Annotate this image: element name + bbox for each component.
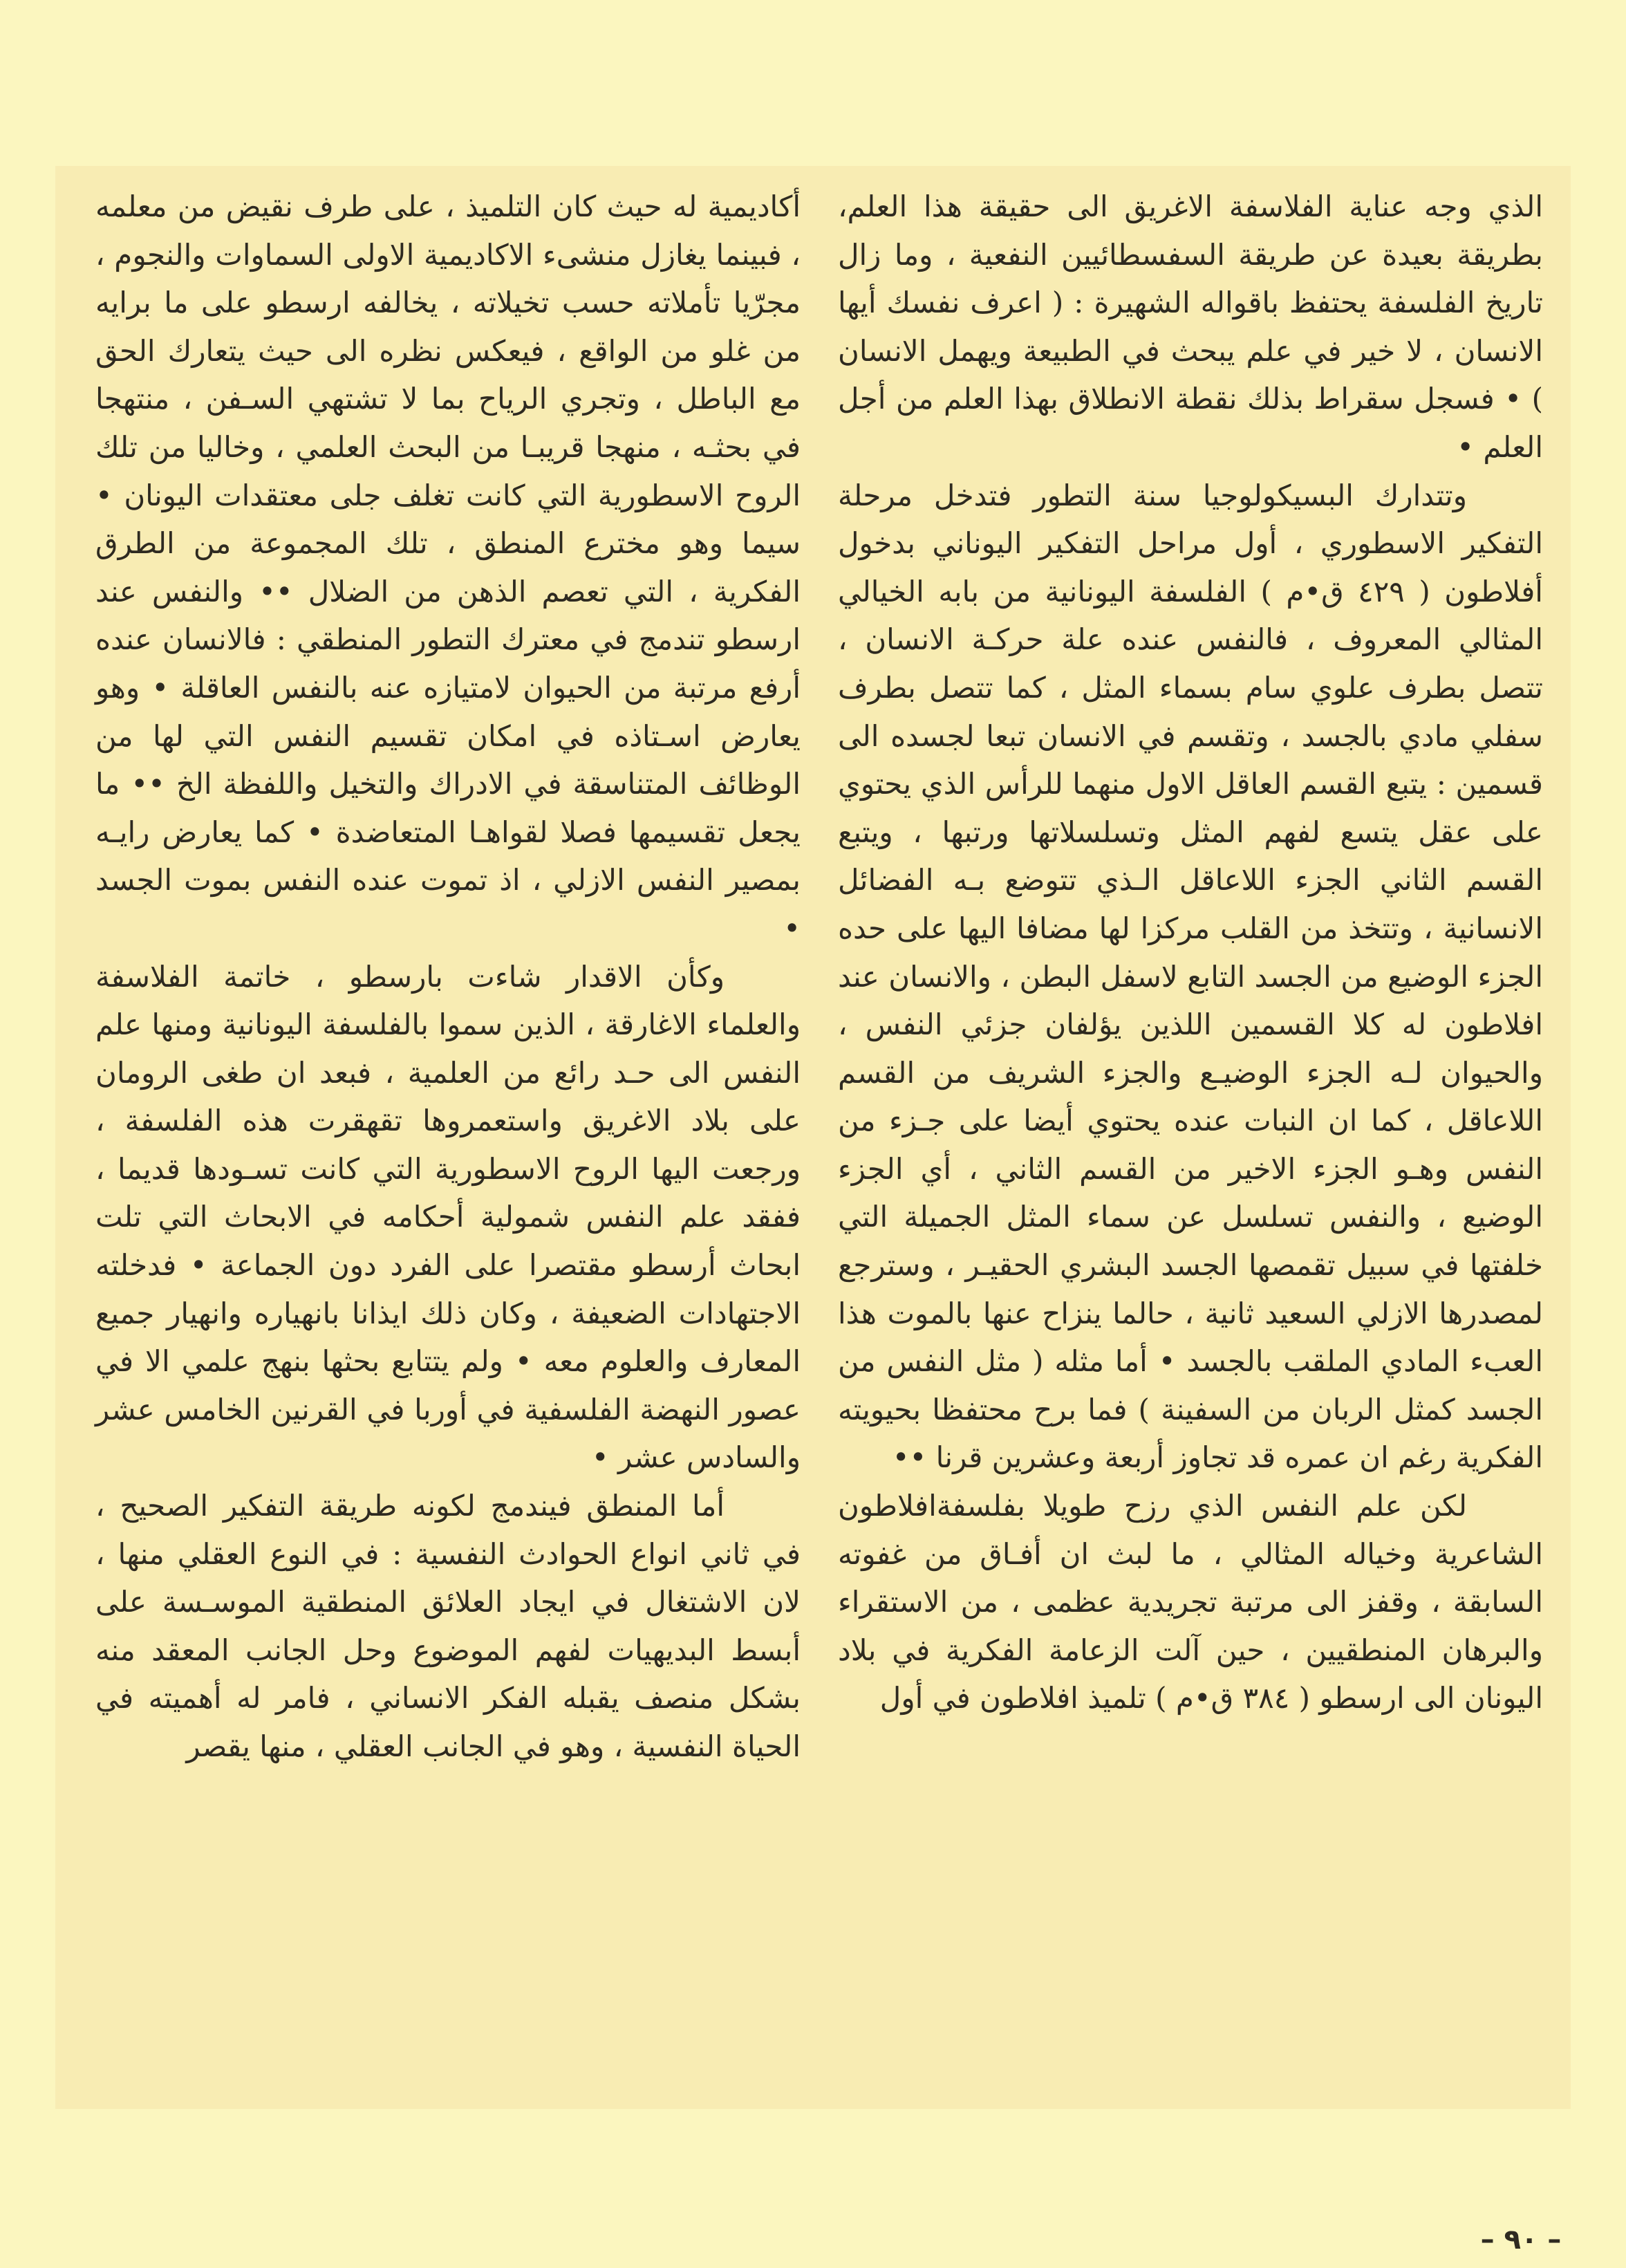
paragraph: وكأن الاقدار شاءت بارسطو ، خاتمة الفلاسفة والعلماء الاغارقة ، الذين سموا بالفلسفة اليونانية ومنها علم النفس الى حـد رائع من العلمية ، فبعد ان طغى الرومان على بلاد الاغريق واستعمروها تقهقرت هذه الفلسفة ، ورجعت اليها الروح الاسطورية التي كانت تسـودها قديما ، ففقد علم النفس شمولية أحكامه في الابحاث التي تلت ابحاث أرسطو مقتصرا على الفرد دون الجماعة • فدخلته الاجتهادات الضعيفة ، وكان ذلك ايذانا بانهياره وانهيار جميع المعارف والعلوم معه • ولم يتتابع بحثها بنهج علمي الا في عصور النهضة الفلسفية في أوربا في القرنين الخامس عشر والسادس عشر •	[95, 959, 801, 1475]
paragraph: أما المنطق فيندمج لكونه طريقة التفكير الصحيح ، في ثاني انواع الحوادث النفسية : في النوع العقلي منها ، لان الاشتغال في ايجاد العلائق المنطقية الموسـسة على أبسط البديهيات لفهم الموضوع وحل الجانب المعقد منه بشكل منصف يقبله الفكر الانساني ، فامر له أهميته في الحياة النفسية ، وهو في الجانب العقلي ، منها يقصر	[95, 1489, 801, 1763]
paragraph: أكاديمية له حيث كان التلميذ ، على طرف نقيض من معلمه ، فبينما يغازل منشىء الاكاديمية الاولى السماوات والنجوم ، مجرّيا تأملاته حسب تخيلاته ، يخالفه ارسطو على ما برايه من غلو من الواقع ، فيعكس نظره الى حيث يتعارك الحق مع الباطل ، وتجري الرياح بما لا تشتهي السـفن ، منتهجا في بحثـه ، منهجا قريبـا من البحث العلمي ، وخاليا من تلك الروح الاسطورية التي كانت تغلف جلى معتقدات اليونان • سيما وهو مخترع المنطق ، تلك المجموعة من الطرق الفكرية ، التي تعصم الذهن من الضلال •• والنفس عند ارسطو تندمج في معترك التطور المنطقي : فالانسان عنده أرفع مرتبة من الحيوان لامتيازه عنه بالنفس العاقلة • وهو يعارض اسـتاذه في امكان تقسيم النفس التي لها من الوظائف المتناسقة في الادراك والتخيل واللفظة الخ •• ما يجعل تقسيمها فصلا لقواهـا المتعاضدة • كما يعارض رايـه بمصير النفس الازلي ، اذ تموت عنده النفس بموت الجسد •	[95, 189, 801, 945]
paragraph: وتتدارك البسيكولوجيا سنة التطور فتدخل مرحلة التفكير الاسطوري ، أول مراحل التفكير اليوناني بدخول أفلاطون ( ٤٢٩ ق•م ) الفلسفة اليونانية من بابه الخيالي المثالي المعروف ، فالنفس عنده علة حركـة الانسان ، تتصل بطرف علوي سام بسماء المثل ، كما تتصل بطرف سفلي مادي بالجسد ، وتقسم في الانسان تبعا لجسده الى قسمين : يتبع القسم العاقل الاول منهما للرأس الذي يحتوي على عقل يتسع لفهم المثل وتسلسلاتها ورتبها ، ويتبع القسم الثاني الجزء اللاعاقل الـذي تتوضع بـه الفضائل الانسانية ، وتتخذ من القلب مركزا لها مضافا اليها على حده الجزء الوضيع من الجسد التابع لاسفل البطن ، والانسان عند افلاطون له كلا القسمين اللذين يؤلفان جزئي النفس ، والحيوان لـه الجزء الوضيـع والجزء الشريف من القسم اللاعاقل ، كما ان النبات عنده يحتوي أيضا على جـزء من النفس وهـو الجزء الاخير من القسم الثاني ، أي الجزء الوضيع ، والنفس تسلسل عن سماء المثل الجميلة التي خلفتها في سبيل تقمصها الجسد البشري الحقيـر ، وسترجع لمصدرها الازلي السعيد ثانية ، حالما ينزاح عنها بالموت هذا العبء المادي الملقب بالجسد • أما مثله ( مثل النفس من الجسد كمثل الربان من السفينة ) فما برح محتفظا بحيويته الفكرية رغم ان عمره قد تجاوز أربعة وعشرين قرنا ••	[838, 478, 1543, 1475]
page-number: – ٩٠ –	[1480, 2224, 1562, 2256]
right-column	[838, 183, 1543, 1722]
paragraph: الذي وجه عناية الفلاسفة الاغريق الى حقيقة هذا العلم، بطريقة بعيدة عن طريقة السفسطائيين النفعية ، وما زال تاريخ الفلسفة يحتفظ باقواله الشهيرة : ( اعرف نفسك أيها الانسان ، لا خير في علم يبحث في الطبيعة ويهمل الانسان ) • فسجل سقراط بذلك نقطة الانطلاق بهذا العلم من أجل العلم •	[838, 189, 1543, 464]
left-column	[95, 183, 801, 1771]
page-sheet	[55, 166, 1571, 2256]
paragraph: لكن علم النفس الذي رزح طويلا بفلسفةافلاطون الشاعرية وخياله المثالي ، ما لبث ان أفـاق من غفوته السابقة ، وقفز الى مرتبة تجريدية عظمى ، من الاستقراء والبرهان المنطقيين ، حين آلت الزعامة الفكرية في بلاد اليونان الى ارسطو ( ٣٨٤ ق•م ) تلميذ افلاطون في أول	[838, 1489, 1543, 1716]
